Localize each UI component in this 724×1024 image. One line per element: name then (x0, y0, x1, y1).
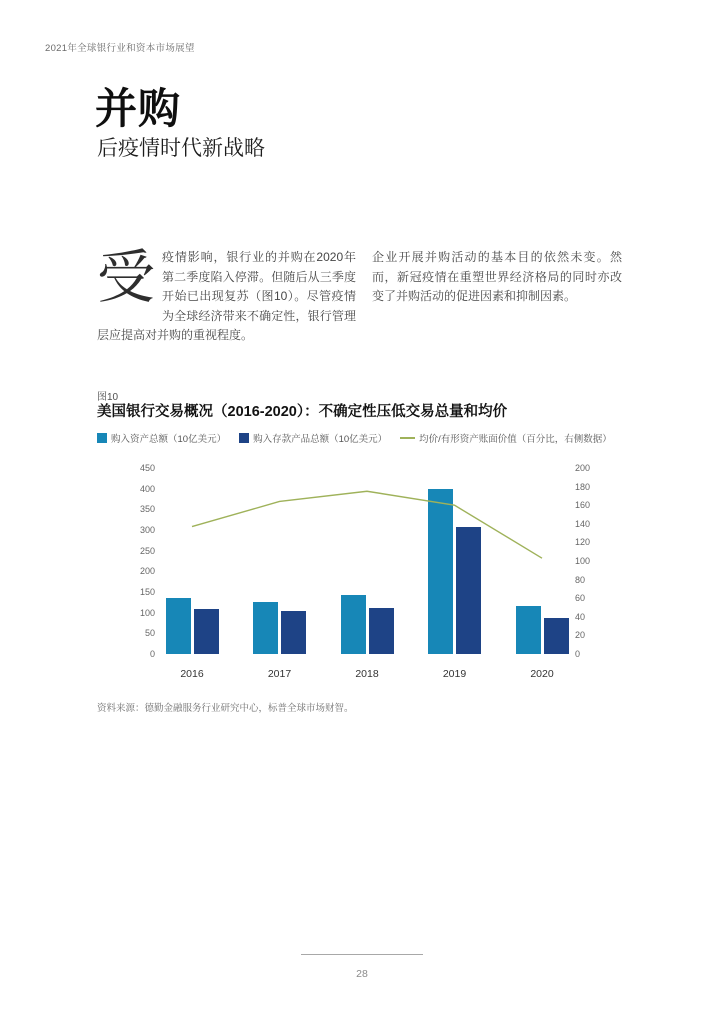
body-text-1: 疫情影响，银行业的并购在2020年第二季度陷入停滞。但随后从三季度开始已出现复苏（图10）。尽管疫情为全球经济带来不确定性，银行管理层应提高对并购的重视程度。 (97, 250, 356, 342)
body-text-2: 企业开展并购活动的基本目的依然未变。然而，新冠疫情在重塑世界经济格局的同时亦改变了并购活动的促进因素和抑制因素。 (372, 250, 622, 303)
page-title: 并购 (95, 85, 182, 132)
page-number: 28 (356, 968, 368, 980)
chart-legend (97, 431, 612, 445)
left-axis-tick: 200 (139, 566, 155, 577)
page-subtitle: 后疫情时代新战略 (97, 137, 265, 160)
left-axis-tick: 400 (139, 483, 155, 494)
legend-item-price-line (400, 431, 612, 445)
left-axis-tick: 150 (139, 587, 155, 597)
x-axis-label: 2018 (355, 668, 379, 680)
right-axis-tick: 140 (575, 518, 591, 529)
assets-swatch-icon (97, 433, 107, 443)
x-axis-label: 2017 (267, 668, 292, 680)
legend-label-price-line: 均价/有形资产账面价值（百分比，右侧数据） (419, 434, 612, 445)
left-axis-tick: 250 (139, 545, 155, 556)
left-axis-tick: 350 (139, 504, 155, 515)
legend-item-deposits (239, 431, 387, 445)
right-axis-tick: 200 (575, 463, 591, 473)
right-axis-tick: 20 (575, 630, 586, 641)
body-column-1 (97, 245, 356, 346)
left-axis-tick: 100 (139, 607, 155, 618)
x-axis-label: 2019 (442, 668, 467, 680)
legend-item-assets (97, 431, 226, 445)
right-axis-tick: 120 (575, 537, 591, 548)
running-header: 2021年全球银行业和资本市场展望 (45, 43, 195, 54)
source-note: 资料来源：德勤金融服务行业研究中心，标普全球市场财智。 (97, 703, 354, 714)
x-axis-label: 2016 (180, 668, 204, 680)
figure-title: 美国银行交易概况（2016-2020）：不确定性压低交易总量和均价 (97, 404, 508, 420)
right-axis-tick: 0 (575, 649, 581, 659)
price-to-book-line (97, 458, 627, 688)
figure-label: 图10 (97, 392, 119, 403)
price-line-swatch-icon (400, 437, 415, 439)
deposits-swatch-icon (239, 433, 249, 443)
drop-cap: 受 (97, 245, 156, 310)
body-column-2 (372, 248, 622, 307)
right-axis-tick: 180 (575, 481, 591, 492)
legend-label-deposits: 购入存款产品总额（10亿美元） (253, 434, 388, 445)
right-axis-tick: 80 (575, 574, 586, 585)
x-axis-label: 2020 (530, 668, 554, 680)
left-axis-tick: 450 (139, 463, 155, 473)
right-axis-tick: 60 (575, 593, 586, 604)
legend-label-assets: 购入资产总额（10亿美元） (111, 434, 227, 445)
right-axis-tick: 40 (575, 611, 586, 622)
left-axis-tick: 50 (144, 628, 155, 639)
left-axis-tick: 0 (149, 649, 155, 659)
right-axis-tick: 160 (575, 500, 591, 511)
chart (97, 458, 627, 688)
footer-divider (301, 954, 423, 955)
right-axis-tick: 100 (575, 556, 591, 566)
left-axis-tick: 300 (139, 525, 155, 535)
